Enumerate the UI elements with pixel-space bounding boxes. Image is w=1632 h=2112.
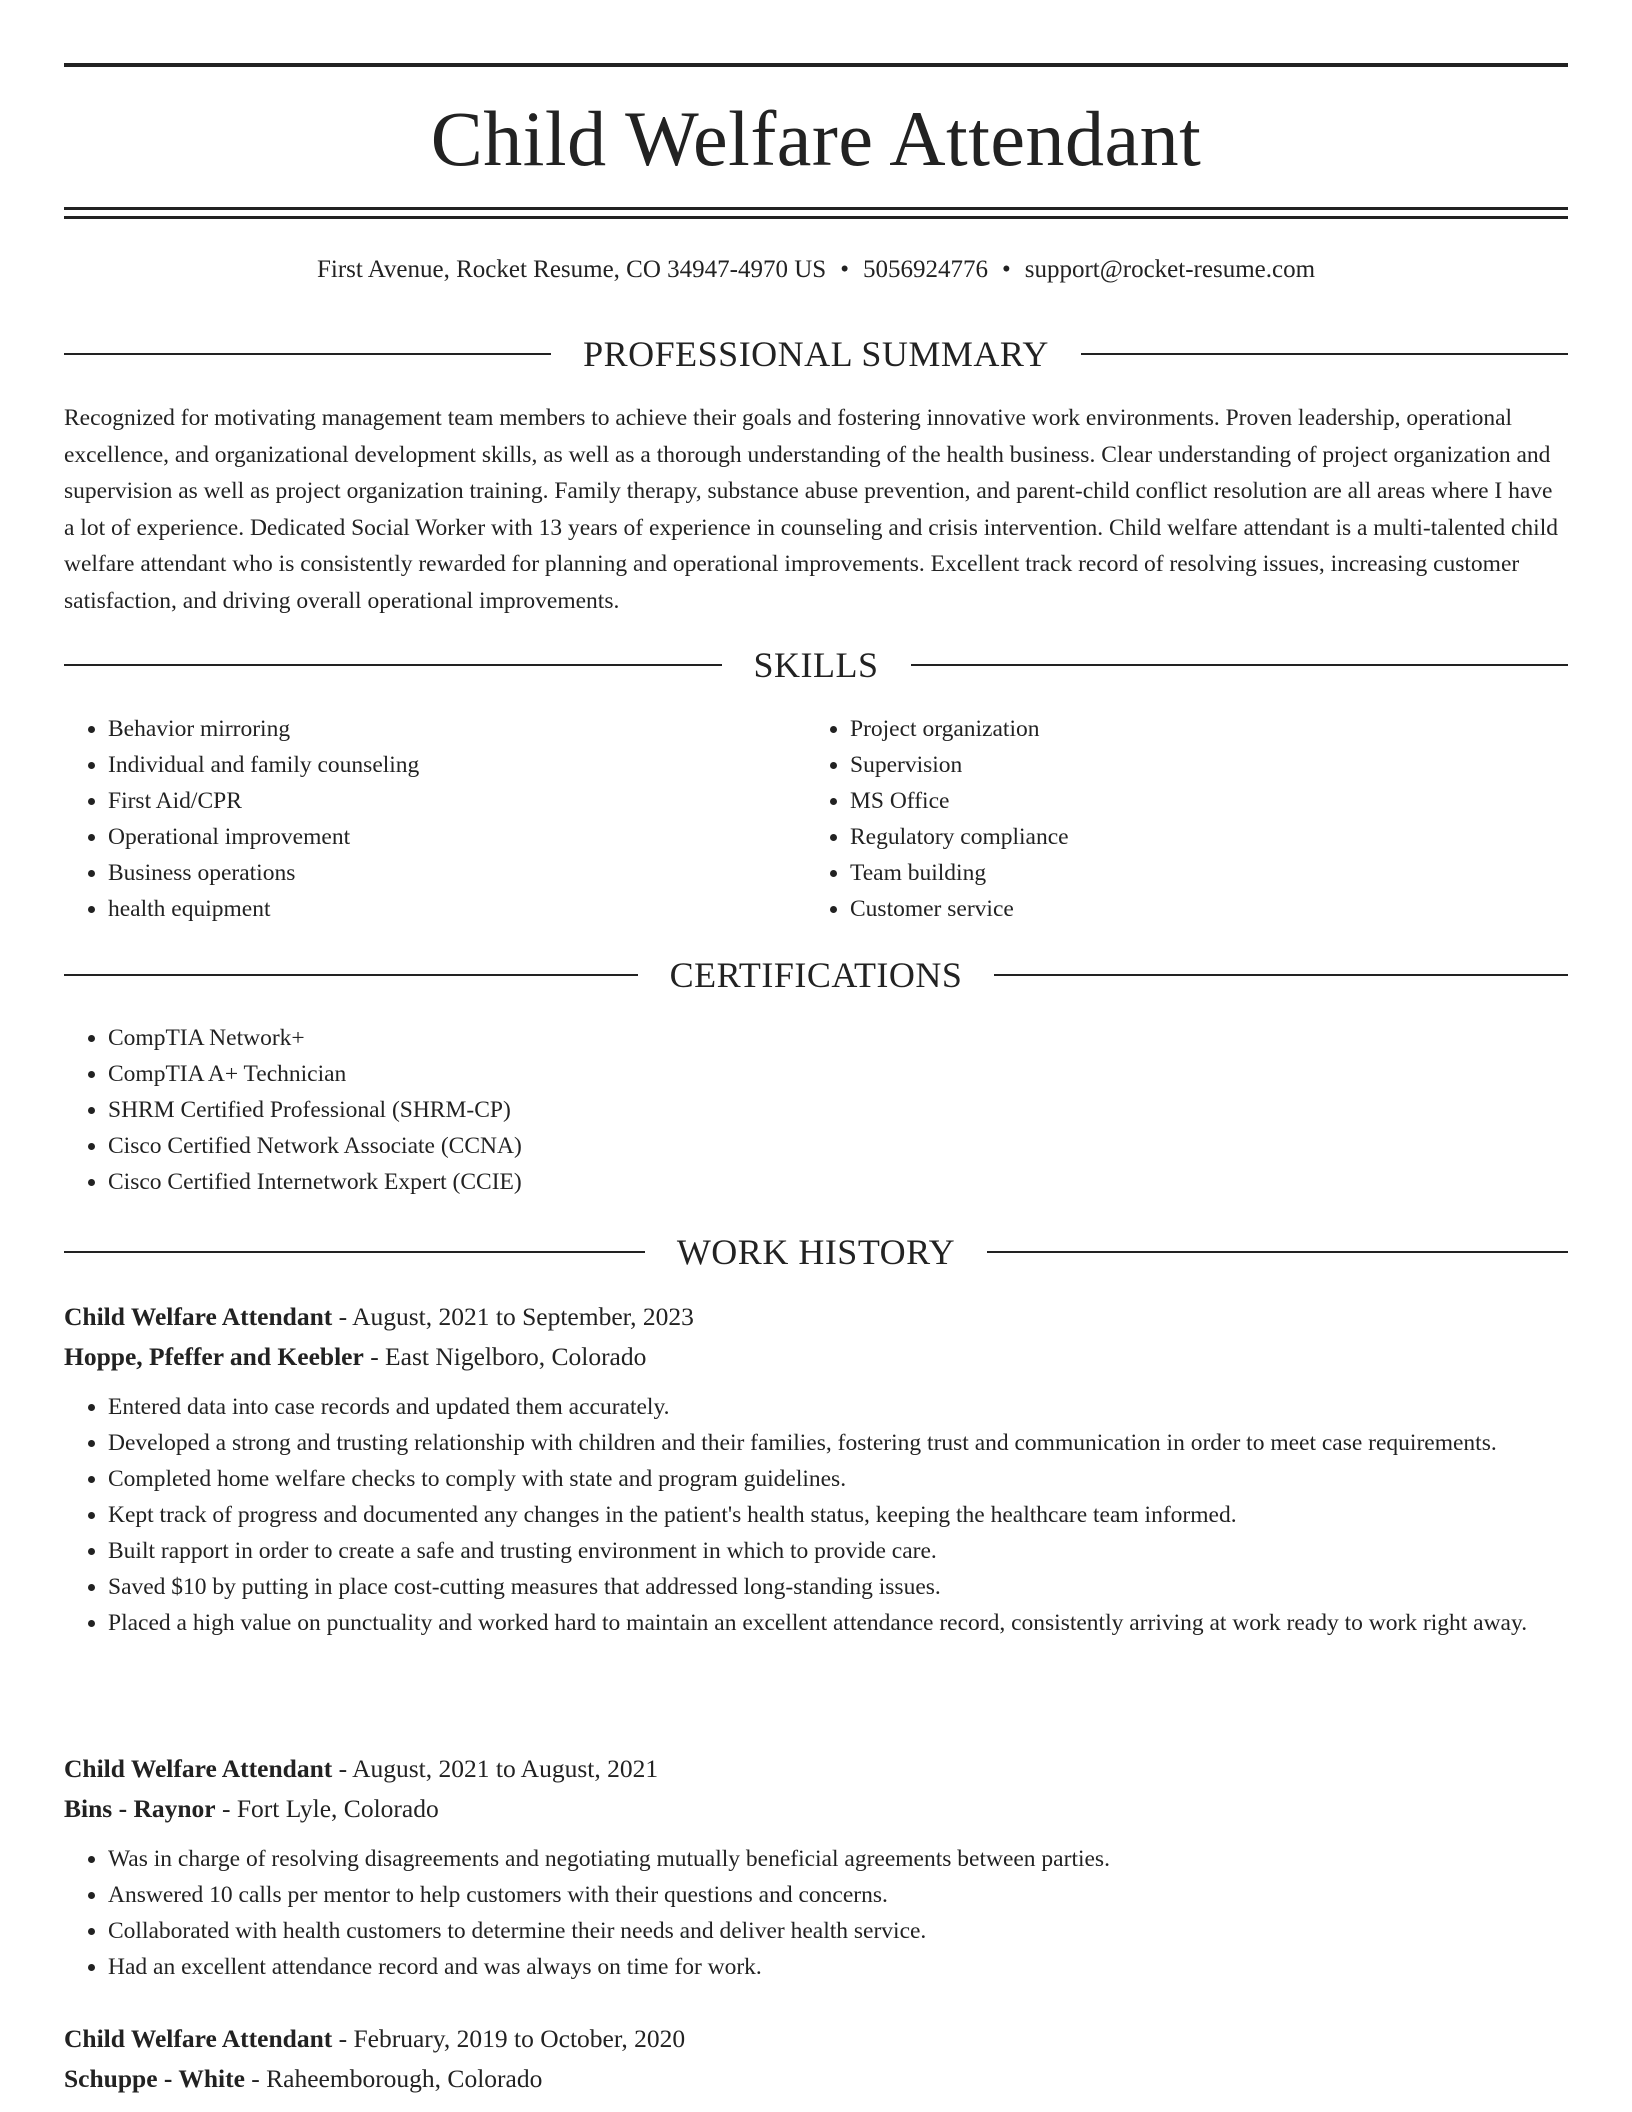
section-heading-work-history	[64, 1230, 1568, 1274]
certification-item: • CompTIA A+ Technician	[108, 1056, 1508, 1092]
job-bullet: • Built rapport in order to create a safe and trusting environment in which to provide care.	[108, 1533, 1568, 1569]
skill-item: • Regulatory compliance	[850, 819, 1550, 855]
candidate-name: Child Welfare Attendant	[430, 95, 1202, 182]
job-company: Schuppe - White	[64, 2064, 245, 2093]
certification-item: • Cisco Certified Network Associate (CCNA)	[108, 1128, 1508, 1164]
certification-item: • SHRM Certified Professional (SHRM-CP)	[108, 1092, 1508, 1128]
job-title: Child Welfare Attendant	[64, 1754, 333, 1783]
job-dates: - August, 2021 to September, 2023	[332, 1302, 694, 1331]
job-company-line	[64, 1337, 1568, 1377]
heading-rule	[1081, 353, 1568, 355]
section-title: WORK HISTORY	[676, 1232, 956, 1272]
skill-item: • Project organization	[850, 711, 1550, 747]
contact-address: First Avenue, Rocket Resume, CO 34947-4970 US	[316, 256, 827, 283]
skill-item: • Operational improvement	[108, 819, 808, 855]
job-company: Bins - Raynor	[64, 1794, 216, 1823]
section-heading-certifications	[64, 953, 1568, 997]
section-heading-summary	[64, 332, 1568, 376]
skill-item: • Supervision	[850, 747, 1550, 783]
skill-item: • Customer service	[850, 891, 1550, 927]
job-bullet: • Developed a strong and trusting relationship with children and their families, fostering trust and communication in order to meet case requirements.	[108, 1425, 1568, 1461]
section-title: SKILLS	[753, 645, 879, 685]
heading-rule	[994, 974, 1568, 976]
skills-list-left	[64, 711, 808, 927]
job-location: - Fort Lyle, Colorado	[215, 1794, 439, 1823]
job-company-line	[64, 2059, 1568, 2099]
job-bullet: • Was in charge of resolving disagreements and negotiating mutually beneficial agreements between parties.	[108, 1841, 1568, 1877]
contact-phone: 5056924776	[862, 256, 988, 283]
summary-text: Recognized for motivating management team members to achieve their goals and fostering innovative work environments. Proven leadership, operational excellence, and organizational development skills, as well as a thorough understanding of the health business. Clear understanding of project organization and supervision as well as project organization training. Family therapy, substance abuse prevention, and parent-child conflict resolution are all areas where I have a lot of experience. Dedicated Social Worker with 13 years of experience in counseling and crisis intervention. Child welfare attendant is a multi-talented child welfare attendant who is consistently rewarded for planning and operational improvements. Excellent track record of resolving issues, increasing customer satisfaction, and driving overall operational improvements.	[64, 405, 1558, 614]
job-bullet: • Entered data into case records and updated them accurately.	[108, 1389, 1568, 1425]
job-title: Child Welfare Attendant	[64, 1302, 333, 1331]
heading-rule	[64, 1251, 645, 1253]
job-location: - Raheemborough, Colorado	[244, 2064, 543, 2093]
job-bullet: • Had an excellent attendance record and was always on time for work.	[108, 1949, 1568, 1985]
skill-item: • Business operations	[108, 855, 808, 891]
certifications-list	[64, 1020, 1508, 1200]
section-title: PROFESSIONAL SUMMARY	[583, 334, 1049, 374]
contact-email: support@rocket-resume.com	[1024, 256, 1316, 283]
contact-separator: •	[840, 256, 849, 283]
job-title-line	[64, 1749, 1568, 1789]
skill-item: • First Aid/CPR	[108, 783, 808, 819]
contact-separator: •	[1001, 256, 1011, 283]
skill-item: • Individual and family counseling	[108, 747, 808, 783]
job-title-line	[64, 1297, 1568, 1337]
skills-list-right	[806, 711, 1550, 927]
job-company: Hoppe, Pfeffer and Keebler	[64, 1342, 364, 1371]
job-bullet: • Kept track of progress and documented any changes in the patient's health status, keeping the healthcare team informed.	[108, 1497, 1568, 1533]
skill-item: • Behavior mirroring	[108, 711, 808, 747]
heading-rule	[911, 664, 1569, 666]
job-bullet: • Completed home welfare checks to comply with state and program guidelines.	[108, 1461, 1568, 1497]
job-dates: - February, 2019 to October, 2020	[332, 2024, 686, 2053]
job-location: - East Nigelboro, Colorado	[363, 1342, 647, 1371]
skill-item: • Team building	[850, 855, 1550, 891]
heading-rule	[987, 1251, 1568, 1253]
job-bullet: • Answered 10 calls per mentor to help customers with their questions and concerns.	[108, 1877, 1568, 1913]
job-bullet: • Placed a high value on punctuality and worked hard to maintain an excellent attendance record, consistently arriving at work ready to work right away.	[108, 1605, 1568, 1641]
job-entry	[64, 2019, 1568, 2099]
job-bullet: • Collaborated with health customers to determine their needs and deliver health service.	[108, 1913, 1568, 1949]
header-double-rule	[64, 207, 1568, 219]
job-company-line	[64, 1789, 1568, 1829]
job-bullet: • Saved $10 by putting in place cost-cutting measures that addressed long-standing issues.	[108, 1569, 1568, 1605]
heading-rule	[64, 974, 638, 976]
certification-item: • CompTIA Network+	[108, 1020, 1508, 1056]
heading-rule	[64, 664, 722, 666]
job-title: Child Welfare Attendant	[64, 2024, 333, 2053]
heading-rule	[64, 353, 551, 355]
skill-item: • MS Office	[850, 783, 1550, 819]
job-bullets	[64, 1841, 1568, 1985]
job-entry	[64, 1749, 1568, 1985]
skill-item: • health equipment	[108, 891, 808, 927]
top-rule	[64, 63, 1568, 67]
job-title-line	[64, 2019, 1568, 2059]
job-dates: - August, 2021 to August, 2021	[332, 1754, 659, 1783]
job-bullets	[64, 1389, 1568, 1641]
contact-line	[64, 252, 1568, 288]
section-heading-skills	[64, 643, 1568, 687]
job-entry	[64, 1297, 1568, 1641]
section-title: CERTIFICATIONS	[669, 955, 963, 995]
certification-item: • Cisco Certified Internetwork Expert (CCIE)	[108, 1164, 1508, 1200]
